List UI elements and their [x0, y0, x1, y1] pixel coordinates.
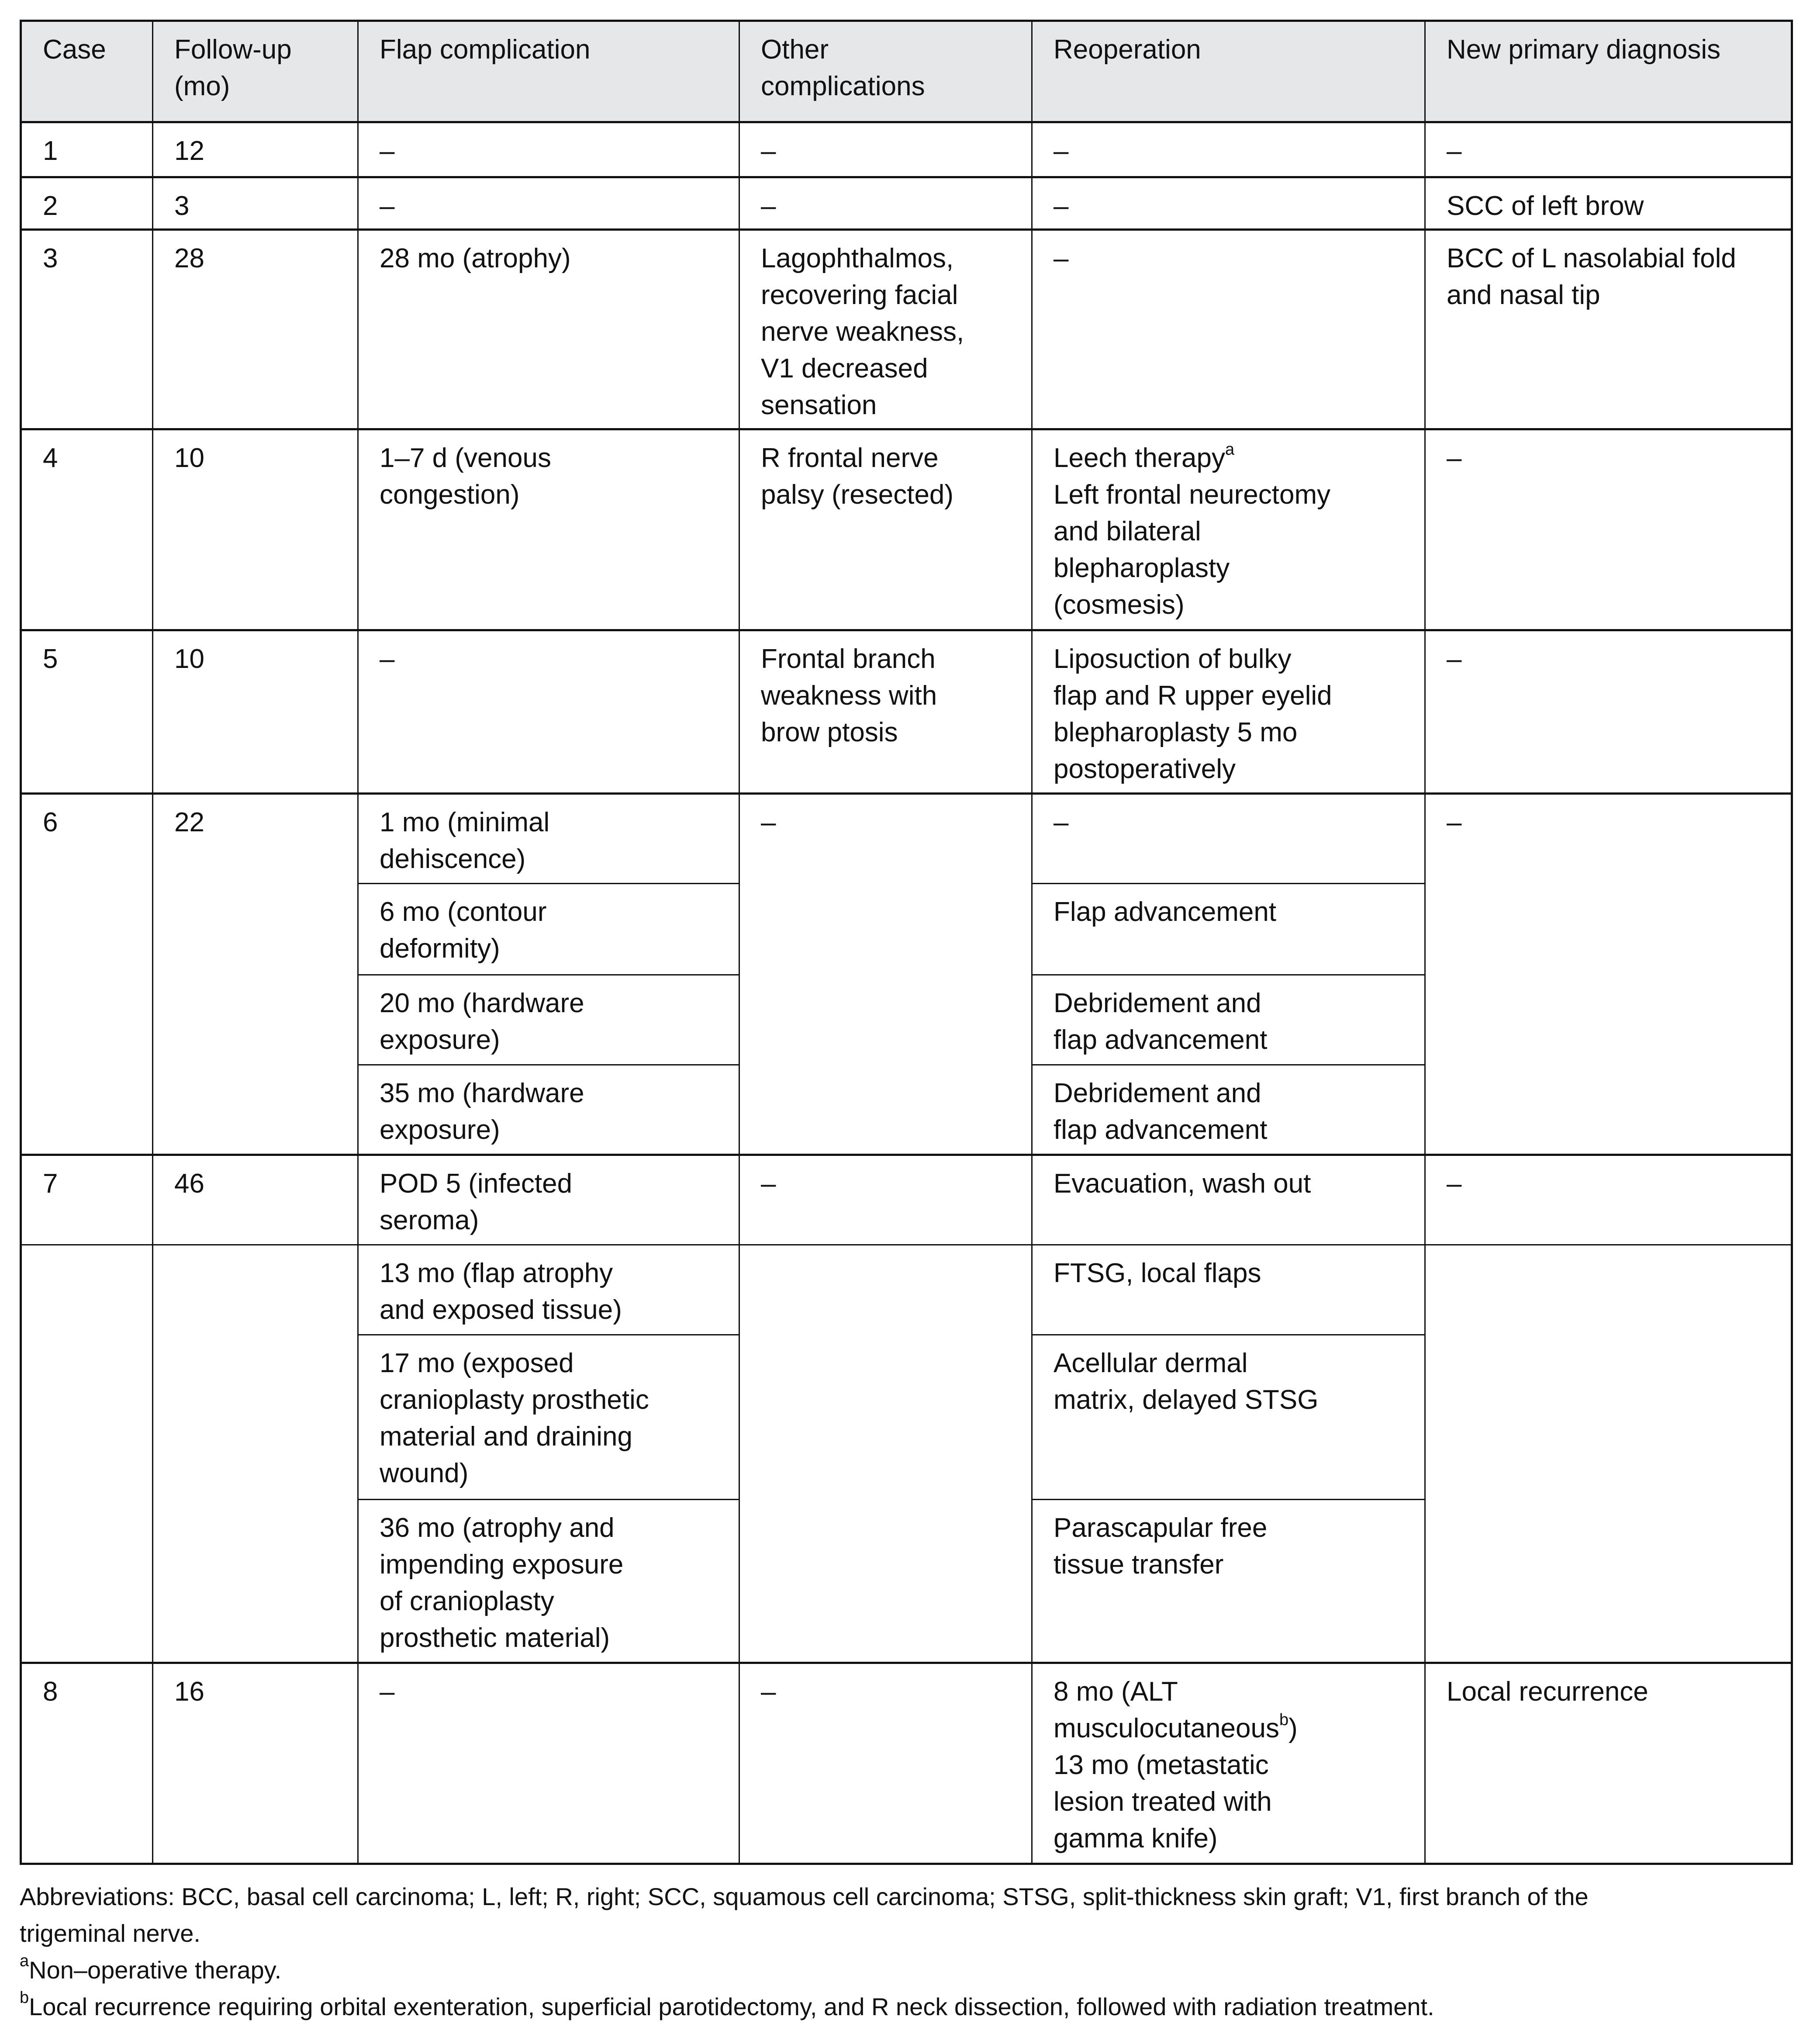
table-cell [1032, 1663, 1425, 1864]
table-cell [739, 1155, 1032, 1245]
cell-line: – [1447, 644, 1462, 674]
cell-line: nerve weakness, [761, 317, 964, 347]
cell-line: palsy (resected) [761, 480, 954, 510]
cell-line: Follow-up [174, 35, 292, 65]
cell-line: blepharoplasty 5 mo [1054, 717, 1298, 747]
table-cell [153, 230, 358, 429]
cell-line: Reoperation [1054, 35, 1201, 65]
cell-line: 10 [174, 443, 204, 473]
cell-line: 35 mo (hardware [380, 1078, 584, 1108]
cell-line: – [380, 136, 395, 166]
table-cell [739, 794, 1032, 1155]
table-cell [358, 1335, 739, 1500]
cell-line: gamma knife) [1054, 1823, 1218, 1854]
cell-line: blepharoplasty [1054, 553, 1230, 583]
table-cell [358, 177, 739, 230]
cell-line: – [1447, 807, 1462, 837]
cell-line: 6 mo (contour [380, 897, 547, 927]
cell-line: flap advancement [1054, 1115, 1268, 1145]
table-row [21, 1245, 1792, 1335]
cell-line: postoperatively [1054, 754, 1236, 784]
table-row [21, 794, 1792, 884]
cell-line: 46 [174, 1169, 204, 1199]
cell-line: – [1054, 243, 1069, 273]
table-cell [358, 794, 739, 884]
cell-line [174, 1255, 357, 1292]
cell-line: – [761, 191, 776, 221]
table-body [21, 122, 1792, 1864]
cell-line: (mo) [174, 71, 230, 101]
cell-line: Left frontal neurectomy [1054, 480, 1331, 510]
cell-line: cranioplasty prosthetic [380, 1385, 649, 1415]
cell-line [761, 1255, 1031, 1292]
cell-line: 16 [174, 1677, 204, 1707]
cell-line: 28 [174, 243, 204, 273]
cell-line: flap advancement [1054, 1025, 1268, 1055]
cell-line: Other [761, 35, 829, 65]
cell-line: matrix, delayed STSG [1054, 1385, 1319, 1415]
table-cell [358, 1155, 739, 1245]
table-cell [1032, 122, 1425, 177]
footnote-marker: b [20, 1989, 29, 2007]
table-cell [1032, 429, 1425, 630]
cell-line: Debridement and [1054, 988, 1261, 1018]
table-cell [153, 1663, 358, 1864]
table-cell [739, 1245, 1032, 1663]
cell-text: Leech therapy [1054, 443, 1225, 473]
table-cell [1032, 1155, 1425, 1245]
cell-line: POD 5 (infected [380, 1169, 573, 1199]
table-cell [21, 1245, 153, 1663]
table-cell [21, 429, 153, 630]
cell-line: 8 [43, 1677, 58, 1707]
table-cell [1032, 884, 1425, 975]
table-cell [1032, 1335, 1425, 1500]
cell-line: Abbreviations: BCC, basal cell carcinoma; L, left; R, right; SCC, squamous cell carcinoma; STSG, split-thickness skin graft; V1, first branch of the [20, 1883, 1589, 1910]
table-cell [1425, 122, 1792, 177]
cell-line: Case [43, 35, 106, 65]
header-reoperation [1032, 21, 1425, 122]
cell-line: BCC of L nasolabial fold [1447, 243, 1736, 273]
table-cell [739, 1663, 1032, 1864]
cell-line: 1–7 d (venous [380, 443, 551, 473]
cell-line: 7 [43, 1169, 58, 1199]
cell-line: 13 mo (flap atrophy [380, 1258, 613, 1288]
cell-line [1054, 440, 1424, 477]
table-cell [739, 122, 1032, 177]
table-cell [739, 177, 1032, 230]
cell-line: trigeminal nerve. [20, 1919, 200, 1947]
cell-line: 12 [174, 136, 204, 166]
header-case [21, 21, 153, 122]
table-cell [153, 122, 358, 177]
cell-line: exposure) [380, 1025, 500, 1055]
cell-line: – [380, 191, 395, 221]
cell-line: 3 [174, 191, 190, 221]
cell-line: Lagophthalmos, [761, 243, 954, 273]
header-follow-up [153, 21, 358, 122]
cell-line: prosthetic material) [380, 1623, 610, 1653]
table-cell [1425, 630, 1792, 794]
footnote-text: Local recurrence requiring orbital exenteration, superficial parotidectomy, and R neck dissection, followed with radiation treatment. [29, 1993, 1434, 2020]
table-cell [153, 794, 358, 1155]
cell-line: 5 [43, 644, 58, 674]
table-cell [739, 429, 1032, 630]
cell-line: dehiscence) [380, 844, 526, 874]
cell-line: R frontal nerve [761, 443, 939, 473]
table-cell [1032, 975, 1425, 1065]
table-cell [358, 975, 739, 1065]
cell-line: 6 [43, 807, 58, 837]
table-cell [358, 230, 739, 429]
cell-line: 10 [174, 644, 204, 674]
table-cell [1032, 630, 1425, 794]
table-cell [153, 1155, 358, 1245]
table-cell [21, 630, 153, 794]
cell-line: complications [761, 71, 925, 101]
cell-line: seroma) [380, 1205, 479, 1235]
table-cell [358, 1065, 739, 1155]
table-cell [21, 177, 153, 230]
table-row [21, 230, 1792, 429]
cell-line: material and draining [380, 1421, 633, 1452]
table-cell [21, 1155, 153, 1245]
cell-line: – [1054, 807, 1069, 837]
cell-line: V1 decreased [761, 353, 928, 384]
table-row [21, 630, 1792, 794]
cell-text: musculocutaneous [1054, 1713, 1279, 1743]
cell-line: Frontal branch [761, 644, 936, 674]
cell-line: of cranioplasty [380, 1586, 554, 1616]
cell-line: Local recurrence [1447, 1677, 1648, 1707]
cell-line: impending exposure [380, 1549, 624, 1580]
table-cell [358, 122, 739, 177]
cell-line: Evacuation, wash out [1054, 1169, 1311, 1199]
table-cell [739, 630, 1032, 794]
cell-line: 3 [43, 243, 58, 273]
cell-line: – [380, 644, 395, 674]
cell-line: lesion treated with [1054, 1787, 1272, 1817]
cell-line: wound) [380, 1458, 469, 1488]
table-cell [358, 630, 739, 794]
cell-line: and bilateral [1054, 516, 1201, 546]
cell-line [1447, 1255, 1791, 1292]
table-row [21, 1663, 1792, 1864]
table-cell [739, 230, 1032, 429]
cell-line: 28 mo (atrophy) [380, 243, 571, 273]
table-cell [1425, 1155, 1792, 1245]
footnote-marker: b [1279, 1711, 1289, 1729]
footnote [20, 1952, 1793, 1989]
table-footnotes [20, 1878, 1793, 2025]
cell-line: – [1054, 191, 1069, 221]
table-cell [358, 429, 739, 630]
footnote-marker: a [20, 1952, 29, 1970]
table-cell [1032, 230, 1425, 429]
table-cell [1425, 1245, 1792, 1663]
cell-line: 4 [43, 443, 58, 473]
footnote [20, 1989, 1793, 2025]
cell-line: – [1054, 136, 1069, 166]
cell-line: FTSG, local flaps [1054, 1258, 1261, 1288]
cell-line: exposure) [380, 1115, 500, 1145]
table-cell [153, 177, 358, 230]
cell-line: – [1447, 443, 1462, 473]
table-cell [1425, 230, 1792, 429]
table-cell [358, 1245, 739, 1335]
table-cell [21, 794, 153, 1155]
table-cell [1032, 1245, 1425, 1335]
cell-line: congestion) [380, 480, 520, 510]
cell-line: (cosmesis) [1054, 590, 1185, 620]
cell-line: 1 [43, 136, 58, 166]
table-cell [1032, 1065, 1425, 1155]
footnote-text: Non–operative therapy. [29, 1956, 282, 1984]
cell-line: – [761, 1169, 776, 1199]
cell-line: 36 mo (atrophy and [380, 1513, 615, 1543]
cell-line: Flap advancement [1054, 897, 1277, 927]
cell-line: 8 mo (ALT [1054, 1677, 1178, 1707]
cell-line: 20 mo (hardware [380, 988, 584, 1018]
table-cell [1032, 1500, 1425, 1663]
table-cell [1425, 1663, 1792, 1864]
table-cell [1032, 794, 1425, 884]
table-row [21, 1155, 1792, 1245]
footnote-marker: a [1225, 440, 1235, 459]
table-cell [153, 1245, 358, 1663]
cell-line: deformity) [380, 934, 500, 964]
table-cell [358, 1663, 739, 1864]
cell-line: 2 [43, 191, 58, 221]
table-cell [1425, 794, 1792, 1155]
cell-line: – [1447, 1169, 1462, 1199]
cell-line: Flap complication [380, 35, 591, 65]
header-new-primary-diagnosis [1425, 21, 1792, 122]
cell-line: Parascapular free [1054, 1513, 1268, 1543]
cell-line: 22 [174, 807, 204, 837]
table-row [21, 122, 1792, 177]
cell-line: recovering facial [761, 280, 958, 310]
cell-line: and exposed tissue) [380, 1295, 622, 1325]
cell-line: – [761, 1677, 776, 1707]
cell-line: Liposuction of bulky [1054, 644, 1292, 674]
table-row [21, 429, 1792, 630]
cell-line: flap and R upper eyelid [1054, 681, 1332, 711]
table-cell [1032, 177, 1425, 230]
cell-line [1054, 1710, 1424, 1747]
cell-line: – [761, 807, 776, 837]
header-row [21, 21, 1792, 122]
cell-line: – [761, 136, 776, 166]
table-cell [153, 630, 358, 794]
table-cell [1425, 429, 1792, 630]
cell-text: ) [1288, 1713, 1298, 1743]
header-other-complications [739, 21, 1032, 122]
table-row [21, 177, 1792, 230]
cell-line: SCC of left brow [1447, 191, 1644, 221]
table-cell [1425, 177, 1792, 230]
cell-line: and nasal tip [1447, 280, 1600, 310]
cell-line: weakness with [761, 681, 937, 711]
cell-line: 17 mo (exposed [380, 1348, 574, 1378]
cell-line: tissue transfer [1054, 1549, 1224, 1580]
table-cell [21, 230, 153, 429]
table-cell [21, 122, 153, 177]
cell-line: 1 mo (minimal [380, 807, 550, 837]
table-cell [21, 1663, 153, 1864]
cell-line: sensation [761, 390, 877, 420]
cell-line: 13 mo (metastatic [1054, 1750, 1269, 1780]
cell-line: brow ptosis [761, 717, 898, 747]
table-cell [153, 429, 358, 630]
cell-line [43, 1255, 152, 1292]
cell-line: Acellular dermal [1054, 1348, 1248, 1378]
header-flap-complication [358, 21, 739, 122]
cell-line: Debridement and [1054, 1078, 1261, 1108]
complications-table [20, 20, 1793, 1865]
table-cell [358, 884, 739, 975]
cell-line: – [380, 1677, 395, 1707]
cell-line: New primary diagnosis [1447, 35, 1721, 65]
table-cell [358, 1500, 739, 1663]
cell-line: – [1447, 136, 1462, 166]
